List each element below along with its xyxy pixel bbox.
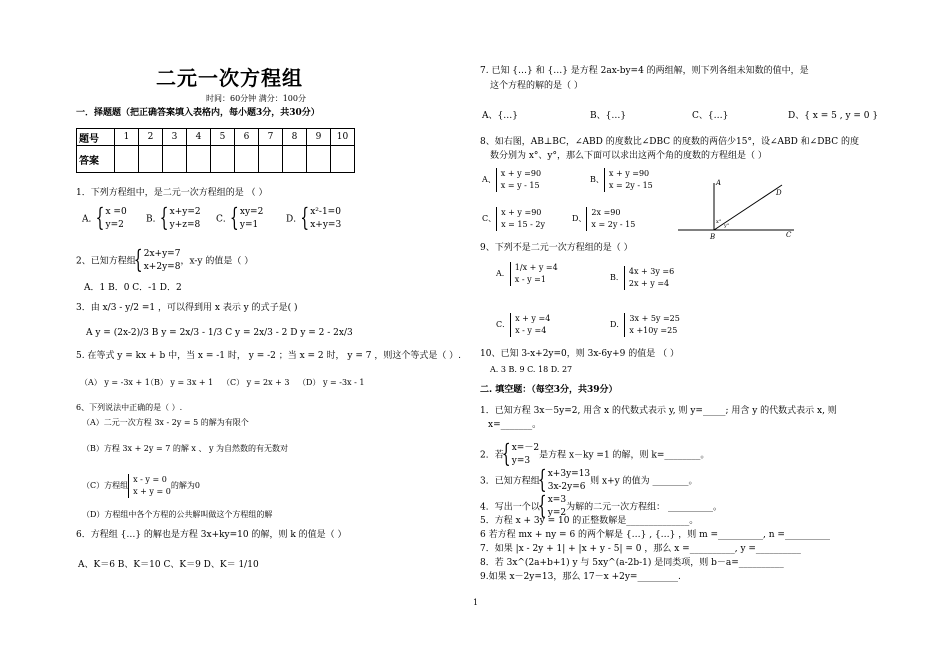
answer-cell[interactable]	[235, 146, 259, 173]
q2-suffix: ，x-y 的值是（ ）	[180, 256, 254, 267]
equation: x = y - 15	[500, 181, 540, 190]
equation: { x+3y=13	[547, 469, 591, 479]
equation: x+y=3	[310, 220, 342, 231]
equation: x+2y=8	[143, 262, 181, 273]
option-label: B．	[146, 214, 162, 225]
equation: 3x-2y=6	[547, 482, 586, 493]
equation: x + y =90	[608, 169, 650, 178]
equation: y=3	[511, 456, 531, 467]
q5-option-b: （B） y = 3x + 1	[146, 378, 214, 387]
angle-figure	[672, 175, 802, 245]
option-label: C．	[496, 320, 511, 329]
equation-system	[496, 168, 541, 192]
q6b-options: A、K＝6 B、K＝10 C、K＝9 D、K＝ 1/10	[78, 560, 259, 570]
section-one-heading: 一．择题题（把正确答案填入表格内，每小题3分，共30分）	[76, 108, 320, 118]
fill-1: 1．已知方程 3x－5y=2, 用含 x 的代数式表示 y, 则 y=_____; 用含 y 的代数式表示 x, 则	[480, 406, 837, 416]
answer-cell[interactable]	[139, 146, 163, 173]
equation-system	[586, 207, 635, 231]
q6b-stem: 6．方程组 {…} 的解也是方程 3x+ky=10 的解，则 k 的值是（ ）	[76, 530, 347, 540]
fill-4-suffix: 为解的二元一次方程组： __________。	[566, 502, 722, 513]
q7-option-d: D、{ x = 5 , y = 0 }	[788, 111, 879, 121]
equation: x = 15 - 2y	[501, 220, 546, 229]
fill-3	[480, 468, 697, 494]
equation: x - y =4	[515, 326, 547, 335]
q9-option-d	[610, 313, 680, 337]
page-number: 1	[473, 598, 479, 607]
label-x: x°	[716, 219, 722, 225]
q6-stem: 6、下列说法中正确的是（ ）.	[76, 403, 183, 412]
option-label: D．	[610, 320, 625, 329]
q6-option-b: （B）方程 3x + 2y = 7 的解 x 、 y 为自然数的有无数对	[82, 444, 289, 453]
left-column	[76, 0, 496, 650]
option-label: B．	[610, 273, 624, 282]
table-answer-label: 答案	[77, 146, 115, 173]
fill-2-suffix: 是方程 x－ky =1 的解，则 k=________。	[539, 450, 710, 461]
equation-system	[98, 206, 127, 232]
equation: x - y = 0	[133, 475, 167, 484]
equation: 2x + y =4	[628, 279, 670, 288]
equation: x - y =1	[514, 275, 546, 284]
q5-stem: 5. 在等式 y = kx + b 中，当 x = -1 时， y = -2 ；当 x = 2 时， y = 7 ，则这个等式是（ ）.	[76, 351, 462, 361]
equation-system	[136, 248, 181, 274]
label-y: y°	[724, 223, 730, 229]
q6-c-prefix: （C）方程组	[82, 481, 129, 490]
table-number: 2	[139, 129, 163, 146]
fill-2	[480, 442, 709, 468]
q7-option-a: A、{…}	[482, 111, 518, 121]
answer-cell[interactable]	[259, 146, 283, 173]
fill-7: 7．如果 |x - 2y + 1| + |x + y - 5| = 0 ，那么 x =__________, y =__________	[480, 544, 801, 554]
equation-system	[162, 206, 201, 232]
q6-option-c	[82, 474, 200, 498]
option-label: D、	[572, 214, 587, 223]
equation-system	[624, 266, 674, 290]
q6-option-d: （D）方程组中各个方程的公共解叫做这个方程组的解	[82, 510, 273, 519]
q9-option-b	[610, 266, 674, 290]
answer-cell[interactable]	[187, 146, 211, 173]
q3-options: A y = (2x-2)/3 B y = 2x/3 - 1/3 C y = 2x/3 - 2 D y = 2 - 2x/3	[86, 328, 353, 338]
equation: x = 2y - 15	[591, 220, 636, 229]
equation: 1/x + y =4	[514, 263, 558, 272]
section-two-heading: 二. 填空题：（每空3分，共39分）	[480, 385, 618, 395]
answer-cell[interactable]	[211, 146, 235, 173]
equation: { x =0	[105, 207, 127, 217]
fill-9: 9.如果 x－2y=13，那么 17－x +2y=_________.	[480, 572, 681, 582]
table-number: 8	[283, 129, 307, 146]
equation: 2x =90	[591, 208, 621, 217]
q6-option-a: （A）二元一次方程 3x - 2y = 5 的解为有限个	[82, 418, 249, 427]
option-label: D．	[286, 214, 303, 225]
table-number: 6	[235, 129, 259, 146]
equation-system	[232, 206, 263, 232]
q9-stem: 9、下列不是二元一次方程组的是（ ）	[480, 243, 633, 253]
table-number: 5	[211, 129, 235, 146]
q7-option-b: B、{…}	[590, 111, 627, 121]
equation: y=2	[547, 508, 567, 519]
equation: { x=－2	[511, 443, 540, 453]
page-title: 二元一次方程组	[156, 66, 303, 90]
q9-option-c	[496, 313, 550, 337]
q2-options: A．1 B．0 C．-1 D．2	[84, 283, 182, 293]
label-a: A	[716, 179, 722, 187]
q1-option-c	[216, 206, 263, 232]
q10-options: A. 3 B. 9 C. 18 D. 27	[490, 365, 573, 374]
equation: 3x + 5y =25	[629, 314, 680, 323]
q8-stem: 8、如右图，AB⊥BC，∠ABD 的度数比∠DBC 的度数的两倍少15°，设∠ABD 和∠DBC 的度	[480, 137, 859, 147]
q5-option-d: （D） y = -3x - 1	[298, 378, 365, 387]
q2-stem	[76, 248, 253, 274]
q8-option-b	[590, 168, 653, 192]
q1-option-d	[286, 206, 341, 232]
q6-c-suffix: 的解为0	[170, 481, 200, 490]
option-label: B、	[590, 175, 604, 184]
equation-system	[302, 206, 341, 232]
right-column	[480, 0, 900, 650]
equation-system	[604, 168, 653, 192]
equation: { 2x+y=7	[143, 249, 181, 259]
equation-system	[540, 468, 590, 494]
q10-stem: 10、已知 3-x+2y=0，则 3x-6y+9 的值是 （ ）	[480, 349, 679, 359]
equation: { x=3	[547, 495, 567, 505]
equation: x +10y =25	[629, 326, 678, 335]
label-b: B	[710, 233, 716, 241]
table-number: 1	[115, 129, 139, 146]
equation: x + y =90	[500, 169, 542, 178]
q8-stem-cont: 数分别为 x°、y°，那么下面可以求出这两个角的度数的方程组是（ ）	[490, 151, 767, 161]
equation-system	[510, 262, 558, 286]
equation-system	[128, 474, 171, 498]
label-d: D	[776, 189, 782, 197]
equation: { xy=2	[239, 207, 264, 217]
q3-stem: 3．由 x/3 - y/2 =1 ，可以得到用 x 表示 y 的式子是( )	[76, 303, 298, 313]
table-number: 9	[307, 129, 331, 146]
equation-system	[624, 313, 679, 337]
fill-3-prefix: 3．已知方程组	[480, 476, 540, 487]
equation: x + y =90	[501, 208, 542, 217]
table-number: 3	[163, 129, 187, 146]
equation: x + y =4	[515, 314, 551, 323]
table-number: 4	[187, 129, 211, 146]
fill-2-prefix: 2．若	[480, 450, 504, 461]
equation: y=2	[105, 220, 124, 231]
answer-cell[interactable]	[307, 146, 331, 173]
equation: { x+y=2	[169, 207, 201, 217]
label-c: C	[786, 231, 792, 239]
q1-option-b	[146, 206, 201, 232]
q7-stem: 7. 已知 {…} 和 {…} 是方程 2ax-by=4 的两组解，则下列各组未知数的值中，是	[480, 66, 809, 76]
answer-cell[interactable]	[163, 146, 187, 173]
option-label: C、	[482, 214, 497, 223]
equation: y=1	[239, 220, 259, 231]
option-label: A．	[496, 269, 510, 278]
fill-1-cont: x=_______。	[488, 420, 542, 430]
equation: y+z=8	[169, 220, 201, 231]
equation-system	[510, 313, 550, 337]
answer-table	[76, 128, 355, 173]
q2-prefix: 2、已知方程组	[76, 256, 136, 267]
answer-cell[interactable]	[115, 146, 139, 173]
q5-option-a: （A） y = -3x + 1	[80, 378, 150, 387]
q1-option-a	[82, 206, 127, 232]
fill-5: 5．方程 x + 3y = 10 的正整数解是______________。	[480, 516, 699, 526]
answer-cell[interactable]	[331, 146, 355, 173]
option-label: A、	[482, 175, 496, 184]
table-number: 10	[331, 129, 355, 146]
fill-6: 6 若方程 mx + ny = 6 的两个解是 {…} , {…} ，则 m =__________, n =__________	[480, 530, 830, 540]
equation-system	[504, 442, 539, 468]
answer-cell[interactable]	[283, 146, 307, 173]
q7-stem-cont: 这个方程的解的是（ ）	[490, 81, 583, 91]
q8-option-c	[482, 207, 545, 231]
q8-option-d	[572, 207, 635, 231]
fill-4-prefix: 4．写出一个以	[480, 502, 540, 513]
equation: x = 2y - 15	[608, 181, 653, 190]
q7-option-c: C、{…}	[692, 111, 729, 121]
q1-stem: 1．下列方程组中，是二元一次方程组的是 （ ）	[76, 188, 268, 198]
equation: 4x + 3y =6	[628, 267, 675, 276]
option-label: A．	[82, 214, 98, 225]
option-label: C．	[216, 214, 232, 225]
q5-option-c: （C） y = 2x + 3	[222, 378, 290, 387]
q8-option-a	[482, 168, 541, 192]
equation-system	[496, 207, 545, 231]
fill-3-suffix: 则 x+y 的值为 ________。	[590, 476, 698, 487]
equation: x + y = 0	[133, 487, 171, 496]
equation: { x²-1=0	[310, 207, 341, 217]
table-header-label: 题号	[77, 129, 115, 146]
q9-option-a	[496, 262, 558, 286]
fill-8: 8．若 3x^(2a+b+1) y 与 5xy^(a-2b-1) 是同类项，则 b－a=__________	[480, 558, 784, 568]
exam-meta: 时间：60分钟 满分：100分	[206, 94, 306, 103]
table-number: 7	[259, 129, 283, 146]
